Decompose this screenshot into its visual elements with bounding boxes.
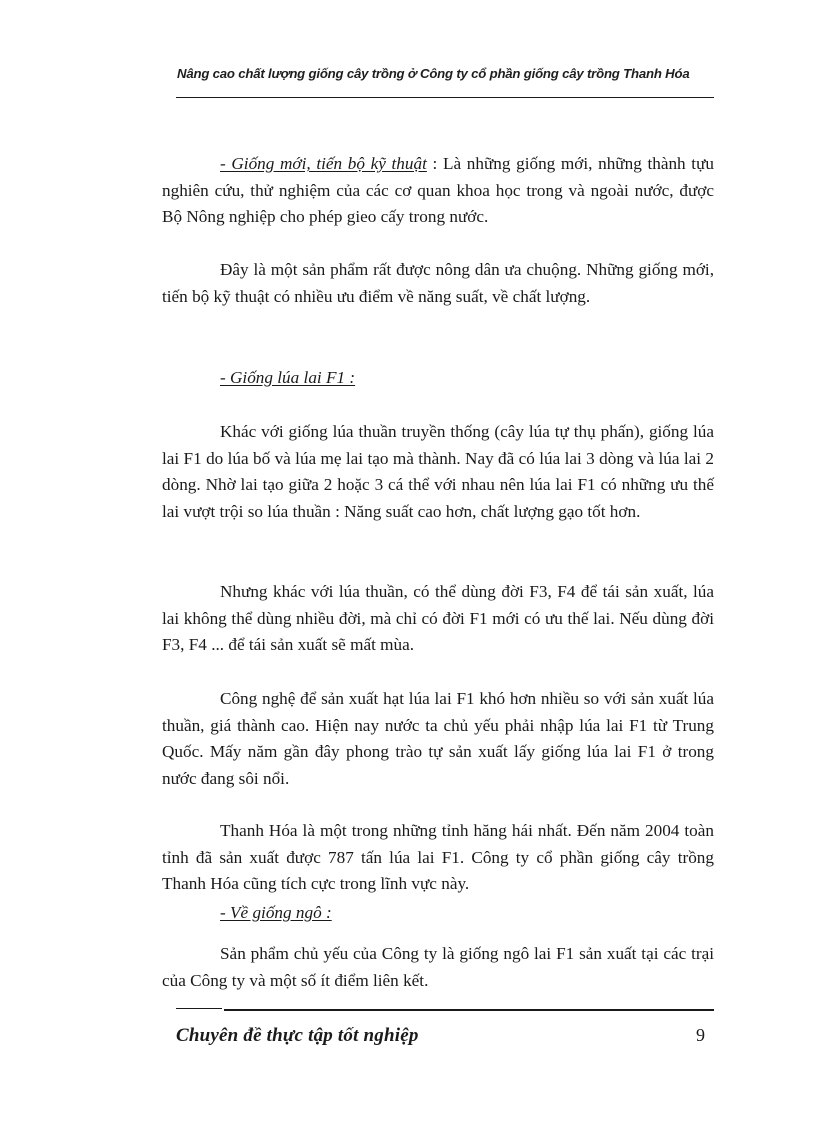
footer-label: Chuyên đề thực tập tốt nghiệp [176,1025,419,1046]
footer-divider-short [176,1008,222,1009]
paragraph-block [162,686,714,792]
footer-divider [224,1009,714,1011]
paragraph-block [162,419,714,525]
paragraph: Đây là một sản phẩm rất được nông dân ưa chuộng. Những giống mới, tiến bộ kỹ thuật có nhiều ưu điểm về năng suất, về chất lượng. [162,260,714,306]
paragraph [162,151,714,231]
section-new-varieties [162,151,714,231]
paragraph: Nhưng khác với lúa thuần, có thể dùng đời F3, F4 để tái sản xuất, lúa lai không thể dùng nhiều đời, mà chỉ có đời F1 mới có ưu thế lai. Nếu dùng đời F3, F4 ... để tái sản xuất sẽ mất mùa. [162,582,714,654]
section-heading: - Về giống ngô : [220,903,332,922]
header-divider [176,97,714,98]
paragraph-block [162,579,714,659]
paragraph-block [162,941,714,994]
section-heading-line [162,365,714,392]
paragraph: Thanh Hóa là một trong những tỉnh hăng hái nhất. Đến năm 2004 toàn tỉnh đã sản xuất được 787 tấn lúa lai F1. Công ty cổ phần giống cây trồng Thanh Hóa cũng tích cực trong lĩnh vực này. [162,821,714,893]
section-heading: - Giống lúa lai F1 : [220,368,356,387]
section-corn [162,900,714,927]
paragraph-block [162,257,714,310]
paragraph: Khác với giống lúa thuần truyền thống (cây lúa tự thụ phấn), giống lúa lai F1 do lúa bố và lúa mẹ lai tạo mà thành. Nay đã có lúa lai 3 dòng và lúa lai 2 dòng. Nhờ lai tạo giữa 2 hoặc 3 cá thể với nhau nên lúa lai F1 có những ưu thế lai vượt trội so lúa thuần : Năng suất cao hơn, chất lượng gạo tốt hơn. [162,422,714,521]
page-number: 9 [696,1025,705,1045]
running-header-title: Nâng cao chất lượng giống cây trồng ở Công ty cổ phần giống cây trồng Thanh Hóa [177,66,690,81]
paragraph: Công nghệ để sản xuất hạt lúa lai F1 khó hơn nhiều so với sản xuất lúa thuần, giá thành cao. Hiện nay nước ta chủ yếu phải nhập lúa lai F1 từ Trung Quốc. Mấy năm gần đây phong trào tự sản xuất lấy giống lúa lai F1 ở trong nước đang sôi nổi. [162,689,714,788]
section-hybrid-rice [162,365,714,392]
paragraph-text: : Là những giống mới, những thành tựu nghiên cứu, thử nghiệm của các cơ quan khoa học trong và ngoài nước, được Bộ Nông nghiệp cho phép gieo cấy trong nước. [162,154,714,226]
section-heading-line [162,900,714,927]
section-heading: - Giống mới, tiến bộ kỹ thuật [220,154,427,173]
paragraph: Sản phẩm chủ yếu của Công ty là giống ngô lai F1 sản xuất tại các trại của Công ty và một số ít điểm liên kết. [162,944,714,990]
paragraph-block [162,818,714,898]
